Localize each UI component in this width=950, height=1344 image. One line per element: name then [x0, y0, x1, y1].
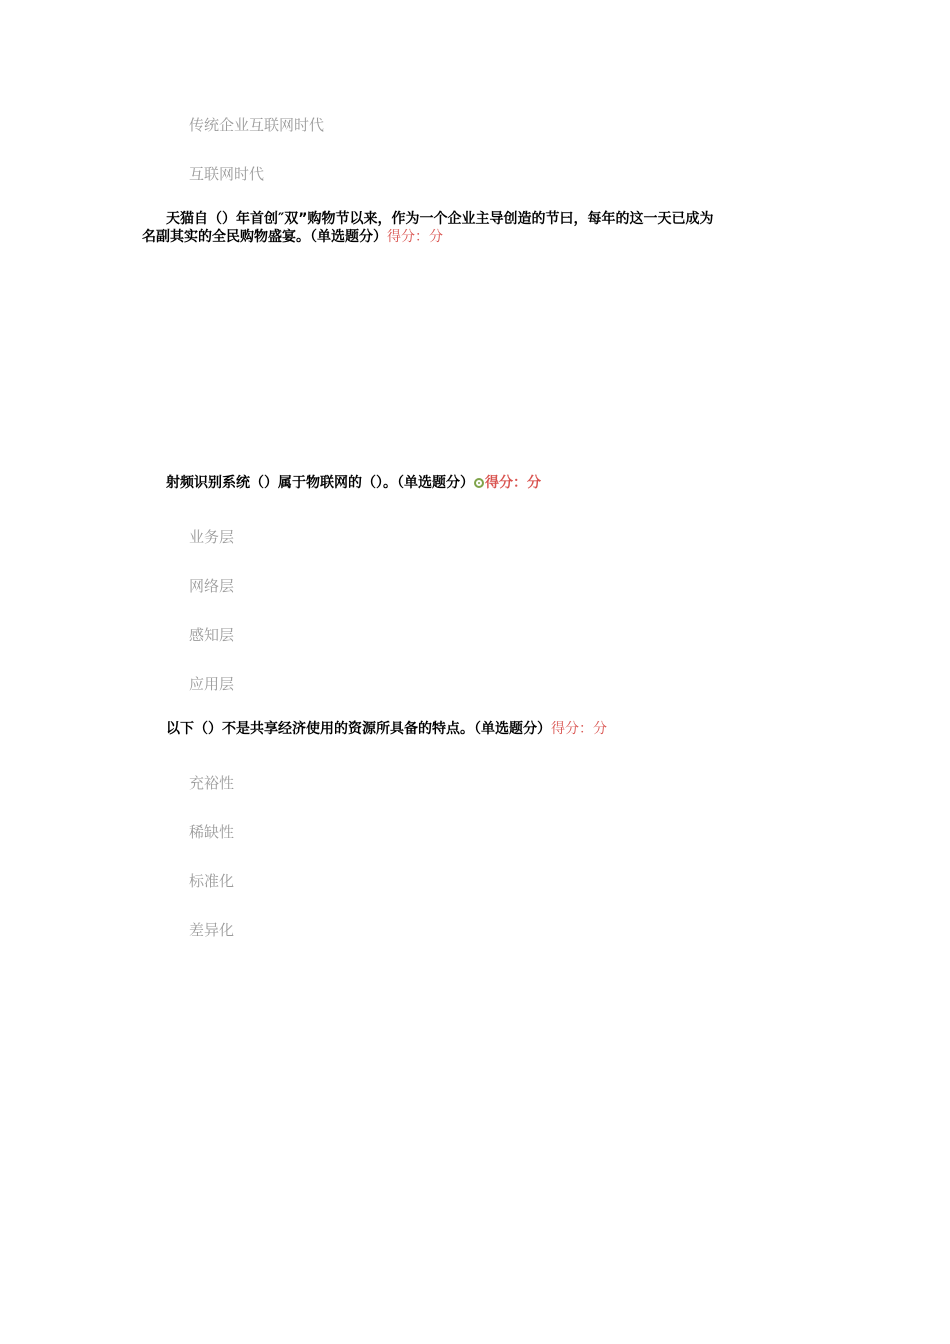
- question-line: 名副其实的全民购物盛宴。（单选题分）: [142, 229, 387, 245]
- score-label: 得分：分: [387, 229, 443, 245]
- score-label: 得分：分: [551, 721, 607, 737]
- radio-icon: [474, 478, 484, 488]
- option-item[interactable]: 标准化: [189, 872, 235, 890]
- question-text: [166, 720, 607, 738]
- question-line: 天猫自（）年首创″双”购物节以来，作为一个企业主导创造的节曰，每年的这一天已成为: [166, 211, 714, 227]
- option-item[interactable]: 网络层: [189, 577, 235, 595]
- option-item[interactable]: 感知层: [189, 626, 235, 644]
- option-item[interactable]: 传统企业互联网时代: [189, 116, 325, 134]
- option-item[interactable]: 充裕性: [189, 774, 235, 792]
- question-text: [166, 474, 541, 492]
- option-item[interactable]: 差异化: [189, 921, 235, 939]
- question-text: [142, 210, 822, 246]
- score-label: 得分：分: [485, 475, 541, 491]
- option-item[interactable]: 应用层: [189, 675, 235, 693]
- option-item[interactable]: 业务层: [189, 528, 235, 546]
- option-item[interactable]: 互联网时代: [189, 165, 265, 183]
- option-item[interactable]: 稀缺性: [189, 823, 235, 841]
- question-label: 以下（）不是共享经济使用的资源所具备的特点。（单选题分）: [166, 721, 551, 737]
- question-label: 射频识别系统（）属于物联网的（）。（单选题分）: [166, 475, 474, 491]
